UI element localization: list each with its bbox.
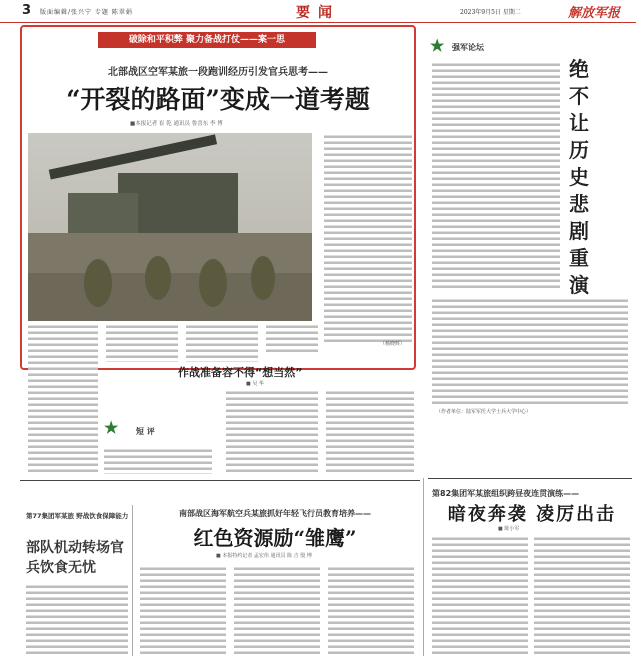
commentary-category: 短 评: [136, 427, 155, 436]
lead-text-col-2a: [106, 324, 178, 362]
star-icon: ★: [104, 418, 119, 437]
bottom-center-headline: 红色资源励“雏鹰”: [193, 526, 357, 550]
bottom-right-subtitle: 第82集团军某旅组织跨昼夜连贯演练——: [432, 489, 580, 498]
bottom-center-text-3: [328, 566, 414, 654]
lead-subtitle: 北部战区空军某旅一段跑训经历引发官兵思考——: [108, 67, 328, 78]
commentary-text-1: [104, 448, 212, 474]
lead-signature: （杨晓辉）: [380, 341, 406, 347]
forum-category: 强军论坛: [452, 43, 484, 52]
commentary-text-2: [226, 390, 318, 474]
bottom-right-byline: ■ 陈小军: [498, 526, 520, 532]
bottom-center-byline: ■ 本报特约记者 孟宏伟 通讯员 陈 吉 殷 博: [216, 553, 312, 559]
star-icon: ★: [430, 36, 445, 55]
brief-text: [26, 584, 128, 654]
bottom-center-text-2: [234, 566, 320, 654]
brief-subtitle: 第77集团军某旅 野战饮食保障能力: [26, 512, 129, 520]
commentary-byline: ■ 吴 华: [246, 381, 264, 387]
forum-text-1: [432, 62, 560, 290]
divider: [423, 478, 424, 656]
divider: [428, 478, 632, 479]
commentary-text-3: [326, 390, 414, 474]
forum-note: （作者单位：陆军军医大学士兵大学中心）: [436, 409, 532, 415]
lead-text-col-2b: [186, 324, 258, 362]
divider: [132, 505, 133, 656]
newspaper-logo: 解放军报: [568, 6, 621, 21]
page-header: [0, 0, 636, 23]
lead-text-col-2c: [266, 324, 318, 354]
bottom-center-subtitle: 南部战区海军航空兵某旅抓好年轻飞行员教育培养——: [179, 509, 371, 518]
section-title: 要闻: [296, 5, 340, 21]
lead-text-col-1: [28, 324, 98, 474]
issue-date: 2023年9月5日 星期二: [460, 9, 521, 16]
brief-headline: 部队机动转场官兵饮食无忧: [26, 540, 124, 576]
bottom-right-headline: 暗夜奔袭 凌厉出击: [447, 504, 617, 525]
forum-headline: 绝不让历史悲剧重演: [569, 57, 589, 297]
bottom-right-text-1: [432, 536, 528, 654]
lead-kicker: 破除和平积弊 聚力备战打仗——案一思: [98, 32, 316, 48]
commentary-headline: 作战准备容不得“想当然”: [178, 366, 303, 379]
page-number: 3: [22, 3, 32, 18]
page-meta: 版面编辑/张兴宁 专题 陈翠娟: [40, 9, 133, 16]
news-photo: [28, 133, 312, 321]
lead-headline: “开裂的路面”变成一道考题: [66, 85, 370, 114]
lead-text-col-3: [324, 134, 412, 342]
bottom-right-text-2: [534, 536, 630, 654]
divider: [20, 480, 420, 481]
forum-text-2: [432, 298, 628, 406]
lead-byline: ■本报记者 崔 乾 通讯员 鲁喜东 李 博: [130, 121, 223, 127]
bottom-center-text-1: [140, 566, 226, 654]
